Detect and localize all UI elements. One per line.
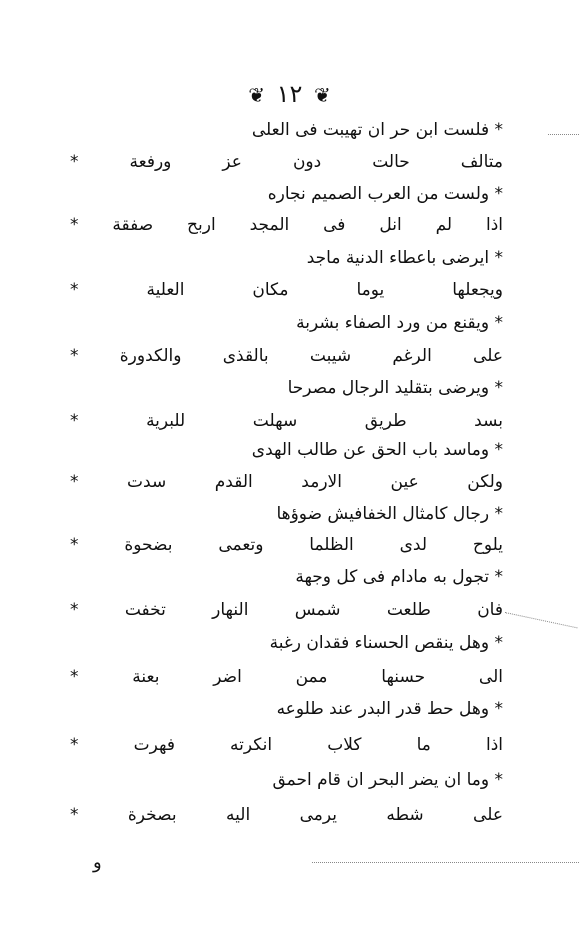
ornament-left-icon: ❦: [248, 83, 265, 107]
verse-1-second-hemistich: متالف حالت دون عز ورفعة *: [70, 152, 503, 172]
catchword: و: [93, 852, 102, 873]
verse-2-second-hemistich: اذا لم انل فى المجد اربح صفقة *: [70, 215, 503, 235]
verse-6-first-hemistich: * وماسد باب الحق عن طالب الهدى: [251, 440, 503, 460]
verse-9-second-hemistich: الى حسنها ممن اضر بعنة *: [70, 667, 503, 687]
verse-7-second-hemistich: يلوح لدى الظلما وتعمى بضحوة *: [70, 535, 503, 555]
verse-4-first-hemistich: * ويقنع من ورد الصفاء بشربة: [296, 313, 503, 333]
verse-9-first-hemistich: * وهل ينقص الحسناء فقدان رغبة: [269, 633, 503, 653]
scan-artifact-line: [548, 134, 579, 135]
verse-7-first-hemistich: * رجال كامثال الخفافيش ضوؤها: [276, 504, 503, 524]
verse-11-first-hemistich: * وما ان يضر البحر ان قام احمق: [272, 770, 503, 790]
page-number: ١٢: [276, 80, 303, 108]
scan-artifact-line: [505, 612, 578, 628]
verse-8-first-hemistich: * تجول به مادام فى كل وجهة: [295, 567, 503, 587]
verse-3-first-hemistich: * ايرضى باعطاء الدنية ماجد: [306, 248, 503, 268]
verse-1-first-hemistich: * فلست ابن حر ان تهيبت فى العلى: [251, 120, 503, 140]
verse-10-first-hemistich: * وهل حط قدر البدر عند طلوعه: [276, 699, 503, 719]
ornament-right-icon: ❦: [314, 83, 331, 107]
verse-3-second-hemistich: ويجعلها يوما مكان العلية *: [70, 280, 503, 300]
verse-10-second-hemistich: اذا ما كلاب انكرته فهرت *: [70, 735, 503, 755]
verse-8-second-hemistich: فان طلعت شمس النهار تخفت *: [70, 600, 503, 620]
verse-6-second-hemistich: ولكن عين الارمد القدم سدت *: [70, 472, 503, 492]
verse-5-second-hemistich: بسد طريق سهلت للبرية *: [70, 411, 503, 431]
verse-4-second-hemistich: على الرغم شيبت بالقذى والكدورة *: [70, 346, 503, 366]
verse-11-second-hemistich: على شطه يرمى اليه بصخرة *: [70, 805, 503, 825]
verse-5-first-hemistich: * ويرضى بتقليد الرجال مصرحا: [287, 378, 503, 398]
verse-2-first-hemistich: * ولست من العرب الصميم نجاره: [267, 184, 503, 204]
scan-artifact-line: [312, 862, 579, 863]
page-number-header: [0, 80, 579, 108]
